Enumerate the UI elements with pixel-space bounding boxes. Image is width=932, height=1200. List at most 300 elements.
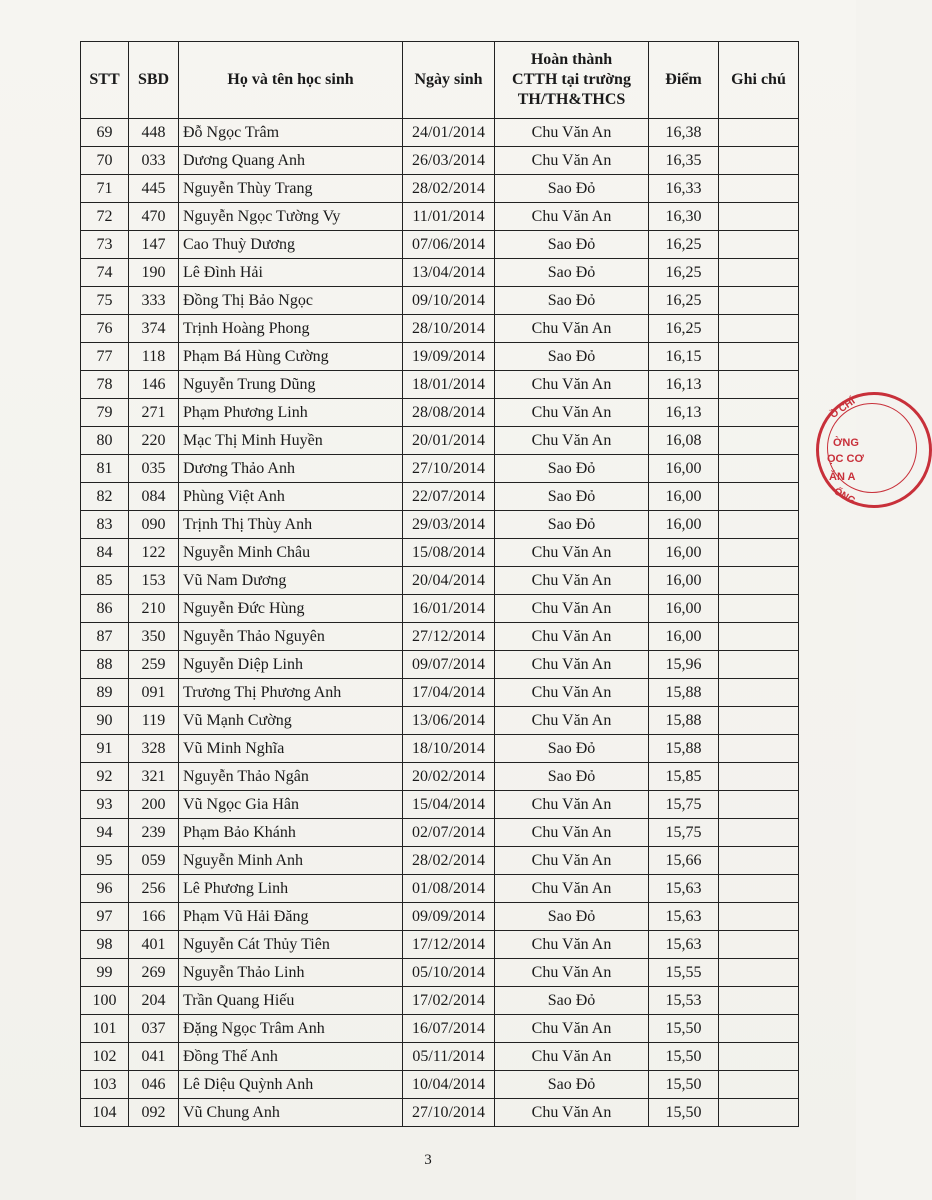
cell-name: Nguyễn Thảo Ngân — [179, 763, 403, 791]
cell-school: Chu Văn An — [495, 147, 649, 175]
cell-note — [719, 1015, 799, 1043]
header-note: Ghi chú — [719, 42, 799, 119]
cell-note — [719, 903, 799, 931]
table-row — [81, 567, 799, 595]
cell-dob: 20/01/2014 — [403, 427, 495, 455]
table-row — [81, 847, 799, 875]
cell-sbd: 059 — [129, 847, 179, 875]
table-row — [81, 1099, 799, 1127]
cell-sbd: 470 — [129, 203, 179, 231]
cell-sbd: 033 — [129, 147, 179, 175]
cell-note — [719, 483, 799, 511]
cell-school: Chu Văn An — [495, 875, 649, 903]
table-row — [81, 735, 799, 763]
cell-school: Sao Đỏ — [495, 455, 649, 483]
cell-dob: 05/11/2014 — [403, 1043, 495, 1071]
cell-dob: 19/09/2014 — [403, 343, 495, 371]
cell-dob: 24/01/2014 — [403, 119, 495, 147]
seal-text: ỜNG — [833, 437, 859, 449]
cell-dob: 17/12/2014 — [403, 931, 495, 959]
cell-dob: 29/03/2014 — [403, 511, 495, 539]
cell-name: Nguyễn Đức Hùng — [179, 595, 403, 623]
header-sbd: SBD — [129, 42, 179, 119]
table-row — [81, 539, 799, 567]
cell-dob: 20/04/2014 — [403, 567, 495, 595]
cell-score: 16,08 — [649, 427, 719, 455]
cell-note — [719, 987, 799, 1015]
cell-score: 16,25 — [649, 287, 719, 315]
cell-dob: 17/04/2014 — [403, 679, 495, 707]
cell-name: Nguyễn Ngọc Tường Vy — [179, 203, 403, 231]
cell-dob: 13/04/2014 — [403, 259, 495, 287]
cell-sbd: 092 — [129, 1099, 179, 1127]
table-row — [81, 315, 799, 343]
cell-name: Trịnh Hoàng Phong — [179, 315, 403, 343]
table-row — [81, 175, 799, 203]
cell-stt: 70 — [81, 147, 129, 175]
cell-name: Phạm Vũ Hải Đăng — [179, 903, 403, 931]
cell-score: 15,50 — [649, 1015, 719, 1043]
cell-name: Nguyễn Trung Dũng — [179, 371, 403, 399]
cell-name: Đặng Ngọc Trâm Anh — [179, 1015, 403, 1043]
cell-note — [719, 427, 799, 455]
cell-score: 15,88 — [649, 679, 719, 707]
cell-school: Chu Văn An — [495, 651, 649, 679]
page-number: 3 — [424, 1152, 432, 1168]
cell-dob: 28/02/2014 — [403, 175, 495, 203]
table-row — [81, 1043, 799, 1071]
cell-school: Sao Đỏ — [495, 763, 649, 791]
cell-dob: 28/02/2014 — [403, 847, 495, 875]
cell-school: Chu Văn An — [495, 595, 649, 623]
cell-sbd: 118 — [129, 343, 179, 371]
cell-name: Đồng Thế Anh — [179, 1043, 403, 1071]
cell-sbd: 239 — [129, 819, 179, 847]
cell-sbd: 333 — [129, 287, 179, 315]
cell-sbd: 256 — [129, 875, 179, 903]
cell-score: 16,13 — [649, 371, 719, 399]
cell-sbd: 119 — [129, 707, 179, 735]
cell-note — [719, 315, 799, 343]
cell-dob: 16/01/2014 — [403, 595, 495, 623]
cell-name: Vũ Chung Anh — [179, 1099, 403, 1127]
cell-sbd: 350 — [129, 623, 179, 651]
cell-stt: 99 — [81, 959, 129, 987]
cell-stt: 78 — [81, 371, 129, 399]
cell-stt: 74 — [81, 259, 129, 287]
cell-name: Trịnh Thị Thùy Anh — [179, 511, 403, 539]
cell-note — [719, 1099, 799, 1127]
header-school — [495, 42, 649, 119]
table-row — [81, 679, 799, 707]
cell-score: 16,25 — [649, 231, 719, 259]
cell-sbd: 090 — [129, 511, 179, 539]
table-row — [81, 707, 799, 735]
table-row — [81, 371, 799, 399]
cell-stt: 75 — [81, 287, 129, 315]
cell-score: 16,15 — [649, 343, 719, 371]
table-row — [81, 259, 799, 287]
header-school-line3: TH/TH&THCS — [517, 91, 626, 108]
cell-school: Sao Đỏ — [495, 483, 649, 511]
cell-name: Vũ Mạnh Cường — [179, 707, 403, 735]
cell-stt: 77 — [81, 343, 129, 371]
cell-stt: 93 — [81, 791, 129, 819]
table-row — [81, 791, 799, 819]
cell-stt: 101 — [81, 1015, 129, 1043]
cell-note — [719, 623, 799, 651]
cell-sbd: 374 — [129, 315, 179, 343]
cell-dob: 27/10/2014 — [403, 455, 495, 483]
cell-note — [719, 931, 799, 959]
cell-score: 16,00 — [649, 511, 719, 539]
cell-sbd: 041 — [129, 1043, 179, 1071]
table-header-row — [81, 42, 799, 119]
cell-name: Phạm Bảo Khánh — [179, 819, 403, 847]
cell-score: 15,88 — [649, 707, 719, 735]
cell-name: Cao Thuỳ Dương — [179, 231, 403, 259]
table-row — [81, 427, 799, 455]
cell-school: Sao Đỏ — [495, 987, 649, 1015]
table-row — [81, 651, 799, 679]
cell-note — [719, 287, 799, 315]
cell-score: 15,50 — [649, 1099, 719, 1127]
cell-sbd: 166 — [129, 903, 179, 931]
cell-stt: 83 — [81, 511, 129, 539]
cell-stt: 96 — [81, 875, 129, 903]
cell-dob: 05/10/2014 — [403, 959, 495, 987]
table-row — [81, 343, 799, 371]
table-row — [81, 511, 799, 539]
cell-name: Phạm Bá Hùng Cường — [179, 343, 403, 371]
cell-note — [719, 539, 799, 567]
cell-note — [719, 567, 799, 595]
cell-school: Sao Đỏ — [495, 511, 649, 539]
cell-stt: 85 — [81, 567, 129, 595]
seal-text: ỌC CƠ — [827, 453, 864, 465]
cell-sbd: 122 — [129, 539, 179, 567]
table-row — [81, 875, 799, 903]
cell-note — [719, 679, 799, 707]
cell-name: Mạc Thị Minh Huyền — [179, 427, 403, 455]
table-row — [81, 931, 799, 959]
cell-school: Sao Đỏ — [495, 175, 649, 203]
cell-sbd: 328 — [129, 735, 179, 763]
cell-name: Nguyễn Minh Anh — [179, 847, 403, 875]
cell-score: 15,63 — [649, 903, 719, 931]
seal-text: ỐNG — [831, 486, 858, 507]
cell-note — [719, 735, 799, 763]
cell-score: 16,38 — [649, 119, 719, 147]
header-school-line2: CTTH tại trường — [512, 71, 631, 88]
cell-name: Vũ Nam Dương — [179, 567, 403, 595]
cell-school: Chu Văn An — [495, 1015, 649, 1043]
cell-name: Trần Quang Hiếu — [179, 987, 403, 1015]
cell-note — [719, 707, 799, 735]
cell-note — [719, 343, 799, 371]
cell-school: Sao Đỏ — [495, 1071, 649, 1099]
cell-school: Sao Đỏ — [495, 231, 649, 259]
table-row — [81, 1015, 799, 1043]
header-name: Họ và tên học sinh — [179, 42, 403, 119]
cell-stt: 98 — [81, 931, 129, 959]
cell-name: Vũ Ngọc Gia Hân — [179, 791, 403, 819]
cell-school: Chu Văn An — [495, 959, 649, 987]
cell-note — [719, 371, 799, 399]
table-row — [81, 1071, 799, 1099]
cell-school: Chu Văn An — [495, 1099, 649, 1127]
cell-sbd: 035 — [129, 455, 179, 483]
cell-school: Chu Văn An — [495, 567, 649, 595]
cell-name: Phùng Việt Anh — [179, 483, 403, 511]
cell-stt: 104 — [81, 1099, 129, 1127]
header-score: Điểm — [649, 42, 719, 119]
cell-score: 15,55 — [649, 959, 719, 987]
cell-score: 16,00 — [649, 455, 719, 483]
cell-note — [719, 791, 799, 819]
cell-school: Chu Văn An — [495, 371, 649, 399]
cell-sbd: 146 — [129, 371, 179, 399]
cell-note — [719, 231, 799, 259]
red-seal-stamp — [816, 392, 932, 508]
cell-sbd: 200 — [129, 791, 179, 819]
cell-school: Sao Đỏ — [495, 735, 649, 763]
cell-stt: 86 — [81, 595, 129, 623]
cell-name: Dương Thảo Anh — [179, 455, 403, 483]
cell-stt: 87 — [81, 623, 129, 651]
cell-note — [719, 399, 799, 427]
cell-score: 16,00 — [649, 623, 719, 651]
cell-sbd: 269 — [129, 959, 179, 987]
cell-note — [719, 959, 799, 987]
cell-stt: 79 — [81, 399, 129, 427]
cell-note — [719, 259, 799, 287]
cell-score: 15,96 — [649, 651, 719, 679]
cell-stt: 84 — [81, 539, 129, 567]
cell-sbd: 448 — [129, 119, 179, 147]
table-row — [81, 483, 799, 511]
cell-name: Dương Quang Anh — [179, 147, 403, 175]
cell-score: 16,00 — [649, 567, 719, 595]
cell-school: Chu Văn An — [495, 315, 649, 343]
cell-school: Sao Đỏ — [495, 903, 649, 931]
cell-sbd: 046 — [129, 1071, 179, 1099]
cell-dob: 20/02/2014 — [403, 763, 495, 791]
cell-school: Chu Văn An — [495, 1043, 649, 1071]
cell-sbd: 210 — [129, 595, 179, 623]
cell-dob: 28/10/2014 — [403, 315, 495, 343]
table-row — [81, 287, 799, 315]
cell-dob: 09/09/2014 — [403, 903, 495, 931]
cell-note — [719, 1071, 799, 1099]
cell-dob: 18/01/2014 — [403, 371, 495, 399]
cell-note — [719, 511, 799, 539]
cell-school: Chu Văn An — [495, 679, 649, 707]
table-row — [81, 819, 799, 847]
cell-score: 15,75 — [649, 791, 719, 819]
cell-note — [719, 819, 799, 847]
cell-name: Nguyễn Thảo Linh — [179, 959, 403, 987]
cell-school: Chu Văn An — [495, 119, 649, 147]
cell-school: Sao Đỏ — [495, 259, 649, 287]
cell-score: 16,25 — [649, 315, 719, 343]
header-dob: Ngày sinh — [403, 42, 495, 119]
cell-score: 15,50 — [649, 1071, 719, 1099]
cell-sbd: 259 — [129, 651, 179, 679]
cell-sbd: 321 — [129, 763, 179, 791]
cell-school: Chu Văn An — [495, 931, 649, 959]
cell-stt: 89 — [81, 679, 129, 707]
cell-stt: 80 — [81, 427, 129, 455]
table-body — [81, 119, 799, 1127]
cell-sbd: 401 — [129, 931, 179, 959]
cell-school: Chu Văn An — [495, 847, 649, 875]
cell-dob: 02/07/2014 — [403, 819, 495, 847]
cell-name: Đồng Thị Bảo Ngọc — [179, 287, 403, 315]
cell-school: Sao Đỏ — [495, 287, 649, 315]
cell-school: Chu Văn An — [495, 707, 649, 735]
cell-dob: 28/08/2014 — [403, 399, 495, 427]
cell-stt: 69 — [81, 119, 129, 147]
cell-sbd: 190 — [129, 259, 179, 287]
cell-score: 15,85 — [649, 763, 719, 791]
cell-dob: 15/08/2014 — [403, 539, 495, 567]
cell-sbd: 084 — [129, 483, 179, 511]
cell-sbd: 204 — [129, 987, 179, 1015]
cell-name: Nguyễn Diệp Linh — [179, 651, 403, 679]
cell-dob: 15/04/2014 — [403, 791, 495, 819]
cell-score: 16,30 — [649, 203, 719, 231]
table-row — [81, 763, 799, 791]
cell-score: 16,13 — [649, 399, 719, 427]
cell-note — [719, 595, 799, 623]
cell-stt: 92 — [81, 763, 129, 791]
cell-name: Lê Diệu Quỳnh Anh — [179, 1071, 403, 1099]
cell-school: Sao Đỏ — [495, 343, 649, 371]
cell-note — [719, 875, 799, 903]
cell-stt: 90 — [81, 707, 129, 735]
table-row — [81, 959, 799, 987]
cell-name: Nguyễn Cát Thủy Tiên — [179, 931, 403, 959]
table-row — [81, 231, 799, 259]
cell-school: Chu Văn An — [495, 819, 649, 847]
cell-name: Phạm Phương Linh — [179, 399, 403, 427]
cell-stt: 76 — [81, 315, 129, 343]
table-row — [81, 119, 799, 147]
cell-dob: 26/03/2014 — [403, 147, 495, 175]
cell-sbd: 445 — [129, 175, 179, 203]
cell-stt: 103 — [81, 1071, 129, 1099]
cell-score: 15,88 — [649, 735, 719, 763]
cell-dob: 18/10/2014 — [403, 735, 495, 763]
cell-stt: 94 — [81, 819, 129, 847]
cell-stt: 73 — [81, 231, 129, 259]
cell-note — [719, 651, 799, 679]
cell-score: 16,00 — [649, 595, 719, 623]
table-row — [81, 595, 799, 623]
cell-stt: 102 — [81, 1043, 129, 1071]
cell-dob: 10/04/2014 — [403, 1071, 495, 1099]
cell-note — [719, 203, 799, 231]
cell-sbd: 220 — [129, 427, 179, 455]
cell-sbd: 091 — [129, 679, 179, 707]
cell-stt: 97 — [81, 903, 129, 931]
cell-score: 15,50 — [649, 1043, 719, 1071]
cell-stt: 82 — [81, 483, 129, 511]
cell-school: Chu Văn An — [495, 203, 649, 231]
cell-score: 16,00 — [649, 539, 719, 567]
cell-score: 15,53 — [649, 987, 719, 1015]
table-row — [81, 399, 799, 427]
cell-score: 16,00 — [649, 483, 719, 511]
cell-stt: 72 — [81, 203, 129, 231]
cell-stt: 71 — [81, 175, 129, 203]
seal-text: Ồ CHÍ — [828, 396, 858, 421]
cell-name: Nguyễn Minh Châu — [179, 539, 403, 567]
seal-text: ĂN A — [829, 471, 856, 483]
table-row — [81, 987, 799, 1015]
cell-name: Đỗ Ngọc Trâm — [179, 119, 403, 147]
cell-dob: 27/12/2014 — [403, 623, 495, 651]
cell-note — [719, 175, 799, 203]
cell-note — [719, 1043, 799, 1071]
cell-sbd: 153 — [129, 567, 179, 595]
table-row — [81, 147, 799, 175]
cell-note — [719, 847, 799, 875]
cell-sbd: 271 — [129, 399, 179, 427]
cell-name: Vũ Minh Nghĩa — [179, 735, 403, 763]
cell-dob: 07/06/2014 — [403, 231, 495, 259]
cell-school: Chu Văn An — [495, 427, 649, 455]
table-row — [81, 203, 799, 231]
cell-score: 16,33 — [649, 175, 719, 203]
cell-score: 15,66 — [649, 847, 719, 875]
cell-score: 15,75 — [649, 819, 719, 847]
cell-school: Chu Văn An — [495, 539, 649, 567]
cell-sbd: 037 — [129, 1015, 179, 1043]
cell-school: Chu Văn An — [495, 791, 649, 819]
cell-score: 16,25 — [649, 259, 719, 287]
cell-dob: 11/01/2014 — [403, 203, 495, 231]
cell-dob: 22/07/2014 — [403, 483, 495, 511]
cell-dob: 16/07/2014 — [403, 1015, 495, 1043]
cell-dob: 27/10/2014 — [403, 1099, 495, 1127]
cell-dob: 13/06/2014 — [403, 707, 495, 735]
header-stt: STT — [81, 42, 129, 119]
cell-stt: 81 — [81, 455, 129, 483]
cell-note — [719, 147, 799, 175]
cell-school: Chu Văn An — [495, 399, 649, 427]
table-row — [81, 455, 799, 483]
cell-stt: 100 — [81, 987, 129, 1015]
cell-sbd: 147 — [129, 231, 179, 259]
cell-name: Nguyễn Thảo Nguyên — [179, 623, 403, 651]
cell-note — [719, 455, 799, 483]
table-row — [81, 623, 799, 651]
cell-note — [719, 119, 799, 147]
cell-name: Lê Phương Linh — [179, 875, 403, 903]
cell-score: 16,35 — [649, 147, 719, 175]
cell-name: Lê Đình Hải — [179, 259, 403, 287]
cell-note — [719, 763, 799, 791]
cell-name: Trương Thị Phương Anh — [179, 679, 403, 707]
cell-score: 15,63 — [649, 931, 719, 959]
cell-school: Chu Văn An — [495, 623, 649, 651]
results-table — [80, 41, 799, 1127]
cell-stt: 88 — [81, 651, 129, 679]
cell-score: 15,63 — [649, 875, 719, 903]
cell-dob: 01/08/2014 — [403, 875, 495, 903]
